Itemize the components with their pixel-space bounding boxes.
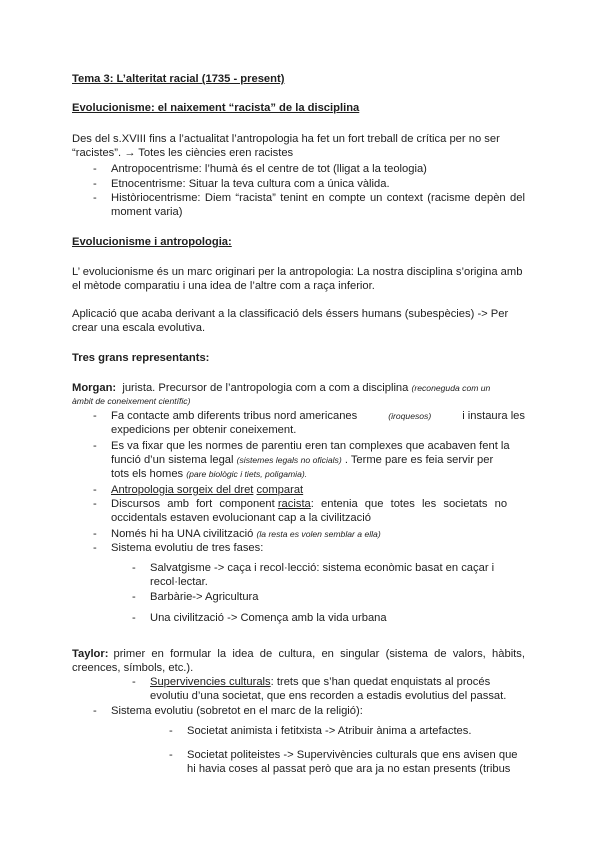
sub-list-item-continuation: evolutiu d’una societat, que ens recorden a estadis evolutius del passat.	[150, 690, 507, 702]
list-item: Històriocentrisme: Diem “racista” tenint en compte un context (racisme depèn del	[111, 192, 525, 204]
morgan-intro	[72, 381, 490, 395]
morgan-desc: jurista. Precursor de l’antropologia com a com a disciplina	[122, 382, 409, 394]
list-item: Sistema evolutiu de tres fases:	[111, 542, 264, 554]
bullet-dash: -	[93, 440, 97, 452]
paragraph-line: crear una escala evolutiva.	[72, 322, 206, 334]
list-item: Etnocentrisme: Situar la teva cultura com a única vàlida.	[111, 178, 390, 190]
section-heading-evolucionisme: Evolucionisme: el naixement “racista” de la disciplina	[72, 102, 360, 114]
section-heading-antropologia: Evolucionisme i antropologia:	[72, 236, 232, 248]
bullet-dash: -	[169, 749, 173, 761]
paragraph-line: Aplicació que acaba derivant a la classificació dels éssers humans (subespècies) -> Per	[72, 308, 509, 320]
list-item: Sistema evolutiu (sobretot en el marc de la religió):	[111, 705, 363, 717]
morgan-name: Morgan:	[72, 382, 117, 394]
taylor-intro: Taylor: primer en formular la idea de cultura, en singular (sistema de valors, hàbits,	[72, 648, 525, 660]
paragraph-line: L’ evolucionisme és un marc originari per la antropologia: La nostra disciplina s’origina amb	[72, 266, 523, 278]
sub-list-item: Barbàrie-> Agricultura	[150, 591, 259, 603]
list-item-continuation: moment varia)	[111, 206, 183, 218]
sub-list-item: Societat politeistes -> Supervivències culturals que ens avisen que	[187, 749, 518, 761]
list-item: Discursos amb fort component racista : entenia que totes les societats no	[111, 498, 508, 510]
list-item-continuation: funció d’un sistema legal (sistemes legals no oficials) . Terme pare es feia servir per	[111, 454, 494, 466]
bullet-dash: -	[132, 591, 136, 603]
bullet-dash: -	[93, 528, 97, 540]
sub-list-item-continuation: hi havia coses al passat però que ara ja no estan presents (tribus	[187, 763, 511, 775]
taylor-name: Taylor:	[72, 648, 109, 660]
bullet-dash: -	[132, 562, 136, 574]
sub-list-item-continuation: recol·lectar.	[150, 576, 208, 588]
morgan-desc-note-2: àmbit de coneixement científic)	[72, 396, 191, 406]
bullet-dash: -	[169, 725, 173, 737]
bullet-dash: -	[93, 498, 97, 510]
list-item: Només hi ha UNA civilització (la resta es volen semblar a ella)	[111, 528, 381, 540]
list-item-continuation: expedicions per obtenir coneixement.	[111, 424, 297, 436]
intro-line-1: Des del s.XVIII fins a l’actualitat l’antropologia ha fet un fort treball de crítica per no ser	[72, 133, 500, 145]
sub-list-item: Societat animista i fetitxista -> Atribuir ànima a artefactes.	[187, 725, 472, 737]
intro-line-2: “racistes”. → Totes les ciències eren racistes	[72, 147, 294, 159]
list-item: Fa contacte amb diferents tribus nord americanes (iroquesos) i instaura les	[111, 410, 525, 422]
bullet-dash: -	[93, 178, 97, 190]
page-title: Tema 3: L’alteritat racial (1735 - present)	[72, 73, 285, 85]
sub-list-item: Una civilització -> Comença amb la vida urbana	[150, 612, 387, 624]
list-item-continuation: tots els homes (pare biològic i tiets, poligamia).	[111, 468, 308, 480]
bullet-dash: -	[93, 192, 97, 204]
bullet-dash: -	[93, 705, 97, 717]
list-item: Es va fixar que les normes de parentiu eren tan complexes que acabaven fent la	[111, 440, 510, 452]
taylor-desc-line-2: creences, símbols, etc.).	[72, 662, 194, 674]
section-heading-representants: Tres grans representants:	[72, 352, 210, 364]
bullet-dash: -	[93, 410, 97, 422]
bullet-dash: -	[132, 612, 136, 624]
bullet-dash: -	[93, 484, 97, 496]
sub-list-item: Supervivencies culturals: trets que s’han quedat enquistats al procés	[150, 676, 491, 688]
list-item: Antropologia sorgeix del dret comparat	[111, 484, 304, 496]
morgan-desc-note: (reconeguda com un	[411, 383, 491, 393]
bullet-dash: -	[93, 163, 97, 175]
sub-list-item: Salvatgisme -> caça i recol·lecció: sistema econòmic basat en caçar i	[150, 562, 495, 574]
list-item: Antropocentrisme: l’humà és el centre de tot (lligat a la teologia)	[111, 163, 427, 175]
paragraph-line: el mètode comparatiu i una idea de l’altre com a raça inferior.	[72, 280, 375, 292]
list-item-continuation: occidentals estaven evolucionant cap a la civilització	[111, 512, 371, 524]
bullet-dash: -	[93, 542, 97, 554]
bullet-dash: -	[132, 676, 136, 688]
